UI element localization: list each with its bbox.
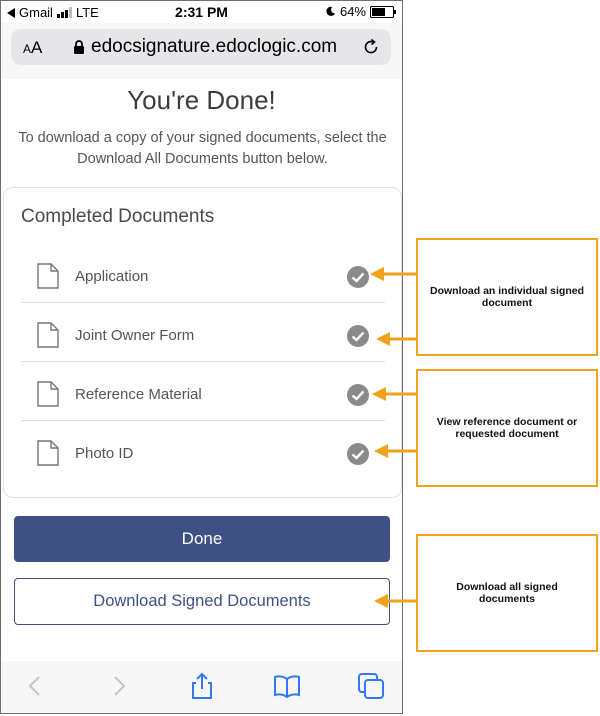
status-time: 2:31 PM — [175, 4, 228, 20]
document-label[interactable]: Reference Material — [75, 386, 202, 403]
callout-download-all: Download all signed documents — [416, 534, 598, 652]
browser-address-area — [1, 23, 402, 79]
document-icon — [37, 263, 59, 289]
battery-percent: 64% — [339, 4, 366, 19]
moon-icon — [325, 6, 336, 17]
battery-icon — [370, 6, 394, 18]
document-icon — [37, 381, 59, 407]
forward-chevron-icon[interactable] — [103, 671, 133, 701]
address-bar[interactable] — [11, 29, 391, 65]
lock-icon — [71, 39, 87, 55]
document-row-joint-owner-form[interactable] — [21, 303, 385, 362]
page-title: You're Done! — [127, 85, 276, 115]
back-chevron-icon[interactable] — [21, 671, 51, 701]
document-row-reference-material[interactable] — [21, 362, 385, 421]
share-icon[interactable] — [187, 671, 217, 701]
checkmark-circle-icon[interactable] — [347, 325, 369, 347]
intro-line-2: Download All Documents button below. — [77, 151, 328, 167]
document-icon — [37, 440, 59, 466]
completed-documents-heading: Completed Documents — [21, 206, 215, 227]
bookmarks-icon[interactable] — [272, 671, 302, 701]
document-label[interactable]: Joint Owner Form — [75, 327, 195, 344]
url-text[interactable]: edocsignature.edoclogic.com — [91, 36, 338, 57]
checkmark-circle-icon[interactable] — [347, 443, 369, 465]
completed-documents-card — [3, 187, 402, 498]
checkmark-circle-icon[interactable] — [347, 266, 369, 288]
document-label[interactable]: Application — [75, 268, 149, 285]
network-label: LTE — [75, 5, 99, 20]
download-signed-documents-button[interactable]: Download Signed Documents — [14, 578, 390, 625]
reload-icon[interactable] — [361, 37, 381, 57]
status-bar — [1, 1, 402, 23]
document-row-application[interactable] — [21, 244, 385, 303]
document-row-photo-id[interactable] — [21, 421, 385, 479]
document-label[interactable]: Photo ID — [75, 445, 134, 462]
document-icon — [37, 322, 59, 348]
browser-toolbar — [1, 661, 402, 714]
tabs-icon[interactable] — [356, 671, 386, 701]
done-button[interactable]: Done — [14, 516, 390, 562]
intro-text — [1, 128, 403, 170]
text-size-button[interactable]: AA — [23, 38, 43, 57]
callout-individual-download: Download an individual signed document — [416, 238, 598, 356]
back-app-label[interactable]: Gmail — [19, 5, 53, 20]
intro-line-1: To download a copy of your signed documents, select the — [18, 130, 387, 146]
callout-reference-document: View reference document or requested document — [416, 369, 598, 487]
document-list — [21, 244, 385, 479]
checkmark-circle-icon[interactable] — [347, 384, 369, 406]
